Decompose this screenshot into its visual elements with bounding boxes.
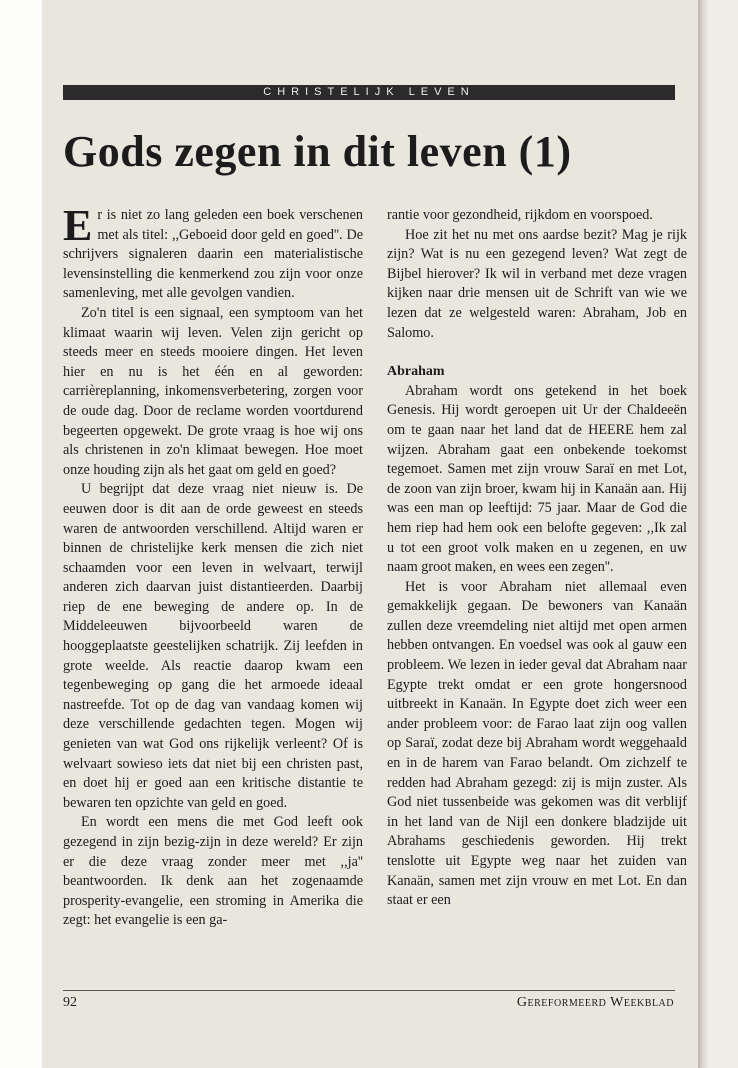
paragraph-8: Het is voor Abraham niet allemaal even gemakkelijk gegaan. De bewoners van Kanaän zullen deze vreemdeling niet altijd met open armen hebben ontvangen. En voedsel was ook al gauw een probleem. We lezen in ieder geval dat Abraham naar Egypte trekt omdat er een grote hongersnood uitbreekt in Kanaän. In Egypte doet zich weer een ander probleem voor: de Farao laat zijn oog vallen op Saraï, zodat deze bij Abraham wordt weggehaald en in de harem van Farao belandt. Om zichzelf te redden had Abraham gezegd: zij is mijn zuster. Als God niet tussenbeide was gekomen was dit verblijf in het land van de Nijl een donkere bladzijde uit Abrahams geschiedenis geworden. Hij trekt tenslotte uit Egypte weg naar het zuiden van Kanaän, samen met zijn vrouw en met Lot. En dan staat er een <box>387 578 687 909</box>
paragraph-7: Abraham wordt ons getekend in het boek Genesis. Hij wordt geroepen uit Ur der Chaldeeën om te gaan naar het land dat de HEERE hem zal wijzen. Abraham gaat een onbekende toekomst tegemoet. Samen met zijn vrouw Saraï en met Lot, de zoon van zijn broer, kwam hij in Kanaän aan. Hij was een man op leeftijd: 75 jaar. Maar de God die hem riep had hem ook een belofte gegeven: ,,Ik zal u tot een groot volk maken en u zegenen, en uw naam groot maken, en wees een zegen''. <box>387 382 687 576</box>
page-edge <box>698 0 710 1068</box>
article-title: Gods zegen in dit leven (1) <box>63 127 572 176</box>
next-page-strip <box>710 0 738 1068</box>
page-number: 92 <box>63 995 77 1010</box>
paragraph-2: Zo'n titel is een signaal, een symptoom van het klimaat waarin wij leven. Velen zijn gericht op steeds meer en steeds mooiere dingen. Het leven hier en nu is het één en al geworden: carrièreplanning, inkomensverbetering, zorgen voor de oude dag. Door de reclame worden voortdurend begeerten opgewekt. De grote vraag is hoe wij ons als christenen in zo'n klimaat bewegen. Hoe moet onze houding zijn als het gaat om geld en goed? <box>63 304 363 478</box>
paragraph-5: rantie voor gezondheid, rijkdom en voorspoed. <box>387 207 653 223</box>
paragraph-1: Er is niet zo lang geleden een boek verschenen met als titel: ,,Geboeid door geld en goed''. De schrijvers signaleren daarin een materialistische levensinstelling die kenmerkend zou zijn voor onze samenleving, met alle gevolgen vandien. <box>63 201 363 302</box>
drop-cap: E <box>63 201 93 250</box>
section-banner: CHRISTELIJK LEVEN <box>63 85 675 100</box>
paragraph-4: En wordt een mens die met God leeft ook gezegend in zijn bezig-zijn in deze wereld? Er zijn er die deze vraag zonder meer met ,,ja'' beantwoorden. Ik denk aan het zogenaamde prosperity-evangelie, een stroming in Amerika die zegt: het evangelie is een ga- <box>63 814 363 929</box>
right-column <box>387 206 687 911</box>
paragraph-3: U begrijpt dat deze vraag niet nieuw is. De eeuwen door is dit aan de orde geweest en steeds waren de antwoorden verschillend. Altijd waren er binnen de christelijke kerk mensen die zich niet schaamden voor een leven in welvaart, terwijl anderen zich daarvan juist distantieerden. Daarbij riep de ene beweging de andere op. In de Middeleeuwen bijvoorbeeld waren de hooggeplaatste geestelijken schatrijk. Zij leefden in grote weelde. Als reactie daarop kwam een tegenbeweging op gang die het armoede ideaal nastreefde. Tot op de dag van vandaag komen wij deze verschillende gedachten tegen. Mogen wij genieten van wat God ons rijkelijk verleent? Of is welvaart sowieso iets dat niet bij een christen past, en doet hij er goed aan een kritische distantie te bewaren ten opzichte van geld en goed. <box>63 481 363 811</box>
left-column <box>63 201 363 931</box>
subheading-abraham: Abraham <box>387 364 445 380</box>
footer-rule <box>63 990 675 991</box>
paragraph-6: Hoe zit het nu met ons aardse bezit? Mag je rijk zijn? Wat is nu een gezegend leven? Wat zegt de Bijbel hierover? Ik wil in verband met deze vragen kijken naar drie mensen uit de Schrift van wie we lezen dat ze welgesteld waren: Abraham, Job en Salomo. <box>387 226 687 341</box>
magazine-name: Gereformeerd Weekblad <box>516 995 674 1010</box>
